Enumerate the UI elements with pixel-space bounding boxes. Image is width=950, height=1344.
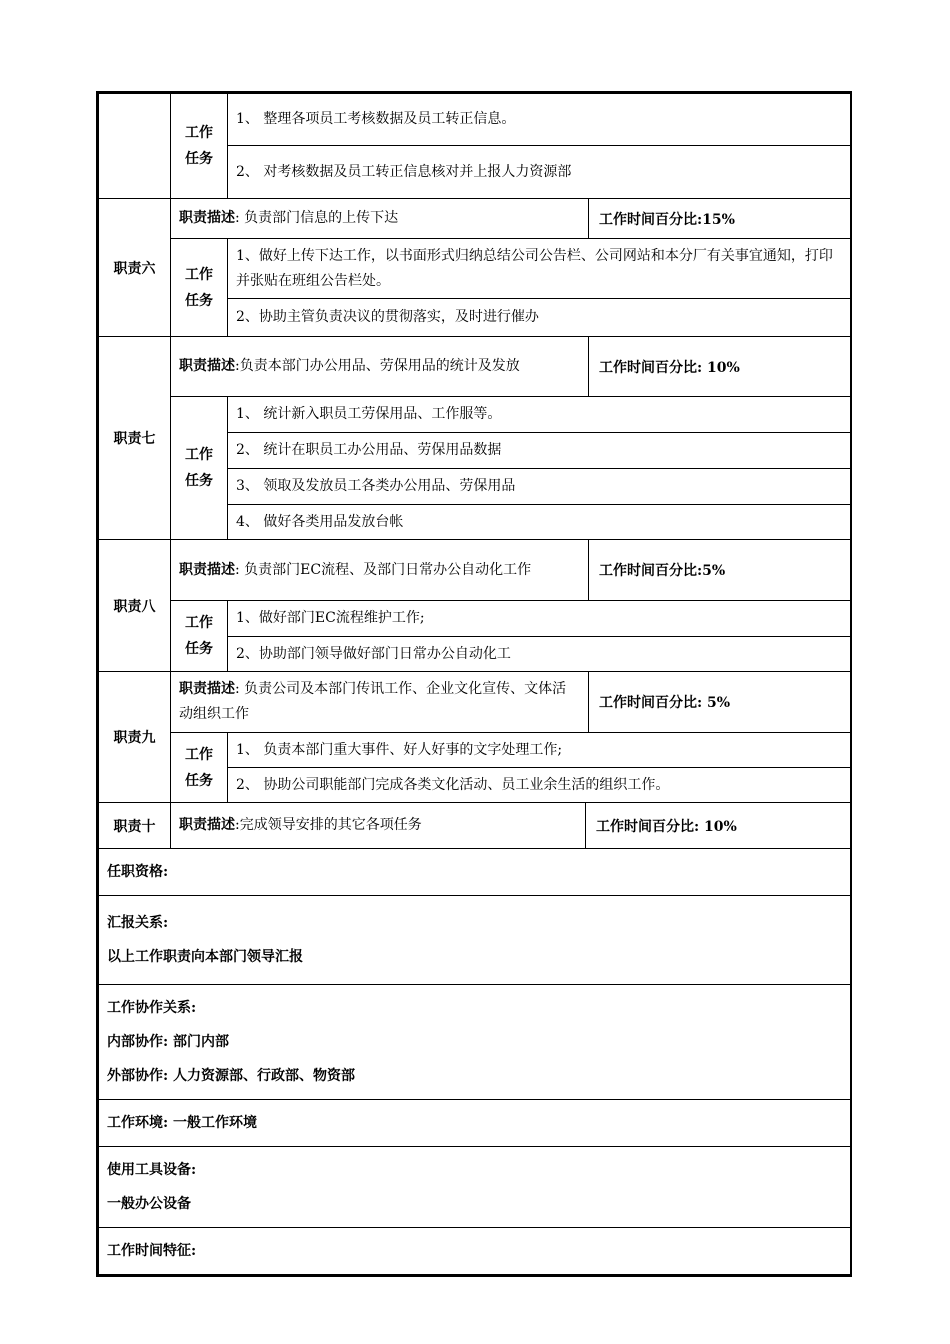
task-item: 1、 负责本部门重大事件、好人好事的文字处理工作;: [228, 733, 851, 768]
task-item: 2、 统计在职员工办公用品、劳保用品数据: [228, 433, 851, 469]
time-percentage: 工作时间百分比: 10%: [596, 818, 737, 835]
task-label: 工作 任务: [171, 397, 228, 540]
duty-label: 职责八: [99, 540, 171, 672]
task-label: 工作 任务: [171, 601, 228, 672]
environment-section: 工作环境: 一般工作环境: [99, 1100, 851, 1147]
job-description-table: [96, 91, 852, 1277]
duty-label: 职责十: [99, 803, 171, 849]
task-item: 1、 统计新入职员工劳保用品、工作服等。: [228, 397, 851, 433]
duty-description: 职责描述: 负责部门EC流程、及部门日常办公自动化工作: [171, 540, 589, 601]
task-label: 工作 任务: [171, 94, 228, 199]
qualification-section: 任职资格:: [99, 849, 851, 896]
task-item: 2、 协助公司职能部门完成各类文化活动、员工业余生活的组织工作。: [228, 768, 851, 803]
task-item: 3、 领取及发放员工各类办公用品、劳保用品: [228, 469, 851, 505]
task-item: 2、 对考核数据及员工转正信息核对并上报人力资源部: [228, 146, 851, 199]
duty-description: 职责描述:负责本部门办公用品、劳保用品的统计及发放: [171, 337, 589, 397]
cooperation-section: 工作协作关系: 内部协作: 部门内部 外部协作: 人力资源部、行政部、物资部: [99, 985, 851, 1100]
time-percentage: 工作时间百分比:15%: [589, 199, 851, 239]
time-percentage: 工作时间百分比: 10%: [589, 337, 851, 397]
duty-description: 职责描述: 负责公司及本部门传讯工作、企业文化宣传、文体活动组织工作: [171, 672, 589, 733]
duty-label: 职责九: [99, 672, 171, 803]
task-item: 2、协助主管负责决议的贯彻落实，及时进行催办: [228, 299, 851, 337]
task-label: 工作 任务: [171, 733, 228, 803]
tools-section: 使用工具设备: 一般办公设备: [99, 1147, 851, 1228]
time-feature-section: 工作时间特征:: [99, 1228, 851, 1275]
duty-description: 职责描述:完成领导安排的其它各项任务: [171, 803, 586, 848]
duty-description: 职责描述: 负责部门信息的上传下达: [171, 199, 589, 239]
duty-ten-row: [171, 803, 851, 849]
duty-label: 职责六: [99, 199, 171, 337]
task-item: 1、 整理各项员工考核数据及员工转正信息。: [228, 94, 851, 146]
time-percentage: 工作时间百分比:5%: [589, 540, 851, 601]
task-item: 2、协助部门领导做好部门日常办公自动化工: [228, 637, 851, 672]
continuation-duty-cell: [99, 94, 171, 199]
task-item: 1、做好上传下达工作，以书面形式归纳总结公司公告栏、公司网站和本分厂有关事宜通知，打印并张贴在班组公告栏处。: [228, 239, 851, 299]
time-percentage: 工作时间百分比: 5%: [589, 672, 851, 733]
task-label: 工作 任务: [171, 239, 228, 337]
task-item: 1、做好部门EC流程维护工作;: [228, 601, 851, 637]
report-section: 汇报关系: 以上工作职责向本部门领导汇报: [99, 896, 851, 985]
task-item: 4、 做好各类用品发放台帐: [228, 505, 851, 540]
duty-label: 职责七: [99, 337, 171, 540]
